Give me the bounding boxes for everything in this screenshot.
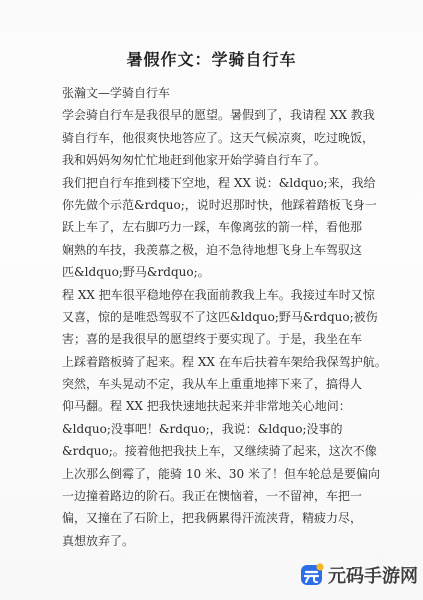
paragraph-list: [62, 104, 387, 552]
text-line: 又喜，惊的是唯恐驾驭不了这匹&ldquo;野马&rdquo;被伤: [62, 309, 378, 324]
text-line: 真想放弃了。: [62, 533, 135, 548]
paragraph: [62, 172, 377, 284]
watermark-text: 元码手游网: [328, 566, 418, 587]
text-line: 娴熟的车技，我羡慕之极，迫不急待地想飞身上车驾驭这: [62, 242, 363, 257]
text-line: 我们把自行车推到楼下空地，程 XX 说：&ldquo;来，我给: [62, 175, 376, 190]
paragraph: [62, 104, 375, 171]
text-line: 你先做个示范&rdquo;，说时迟那时快，他踩着踏板飞身一: [62, 197, 377, 212]
text-line: 我和妈妈匆匆忙忙地赶到他家开始学骑自行车了。: [62, 153, 327, 168]
text-line: &rdquo;。接着他把我扶上车，又继续骑了起来，这次不像: [62, 444, 377, 459]
essay-title: 暑假作文：学骑自行车: [126, 50, 297, 69]
watermark: [299, 560, 418, 590]
text-line: 突然，车头晃动不定，我从车上重重地摔下来了，搞得人: [62, 377, 363, 392]
text-line: 程 XX 把车很平稳地停在我面前教我上车。我接过车时又惊: [62, 287, 375, 302]
text-line: 一边撞着路边的阶石。我正在懊恼着，一不留神，车把一: [62, 489, 363, 504]
text-line: 仰马翻。程 XX 把我快速地扶起来并非常地关心地问：: [62, 399, 351, 414]
text-line: 害；喜的是我很早的愿望终于要实现了。于是，我坐在车: [62, 332, 363, 347]
text-line: 偏，又撞在了石阶上，把我俩累得汗流浃背，精疲力尽，: [62, 511, 363, 526]
text-line: 骑自行车，他很爽快地答应了。这天气候凉爽，吃过晚饭，: [62, 130, 375, 145]
text-line: 跃上车了，左右脚巧力一踩，车像离弦的箭一样，看他那: [62, 220, 363, 235]
text-line: 匹&ldquo;野马&rdquo;。: [62, 265, 210, 280]
paragraph: [62, 284, 387, 553]
site-logo-icon: [299, 562, 325, 588]
text-line: 学会骑自行车是我很早的愿望。暑假到了，我请程 XX 教我: [62, 108, 375, 123]
essay-body: [62, 82, 387, 552]
author-line: 张瀚文—学骑自行车: [62, 86, 171, 100]
text-line: 上次那么倒霉了，能骑 10 米、30 米了！但车轮总是要偏向: [62, 466, 380, 481]
text-line: &ldquo;没事吧！&rdquo;，我说：&ldquo;没事的: [62, 421, 343, 436]
text-line: 上踩着踏板骑了起来。程 XX 在车后扶着车架给我保驾护航。: [62, 354, 387, 369]
